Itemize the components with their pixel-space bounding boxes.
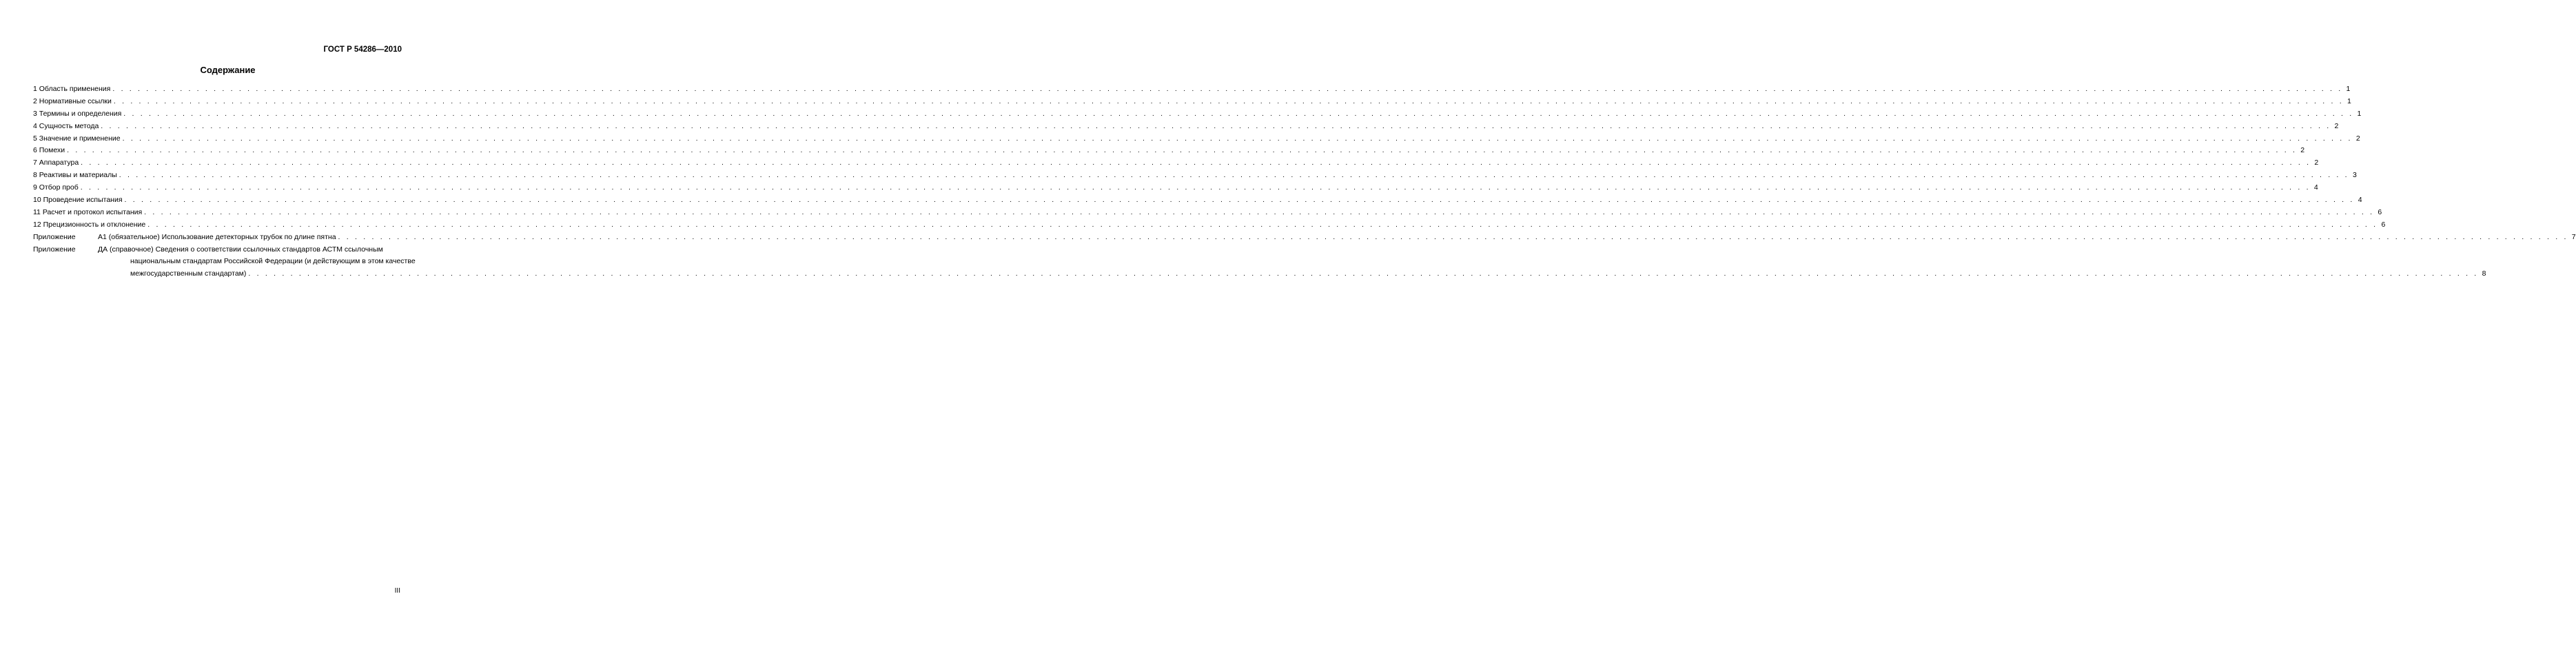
dot-leader [101, 122, 2331, 130]
dot-leader [114, 97, 2344, 105]
toc-entry[interactable] [33, 183, 2318, 196]
toc-entry-label: 12 Прецизионность и отклонение [33, 220, 146, 229]
dot-leader [123, 134, 2353, 143]
appendix-title: А1 (обязательное) Использование детекторных трубок по длине пятна [98, 232, 336, 241]
toc-entry-label: 10 Проведение испытания [33, 196, 123, 205]
toc-entry-page: 4 [2358, 196, 2362, 205]
toc-entry[interactable] [33, 158, 2319, 171]
appendix-title-line: ДА (справочное) Сведения о соответствии ссылочных стандартов АСТМ ссылочным [98, 245, 383, 254]
toc-entry-page: 1 [2346, 85, 2351, 93]
toc-entry-label: 11 Расчет и протокол испытания [33, 207, 143, 216]
toc-entry-page: 4 [2313, 183, 2318, 192]
toc-entry-page: 1 [2357, 109, 2362, 118]
toc-entry[interactable] [33, 171, 2357, 183]
appendix-prefix: Приложение [33, 232, 76, 241]
dot-leader [81, 158, 2311, 167]
appendix-title-line: межгосударственным стандартам) [130, 269, 247, 278]
toc-entry-page: 2 [2314, 158, 2319, 167]
toc-entry[interactable] [33, 146, 2305, 158]
dot-leader [123, 110, 2353, 118]
dot-leader [248, 269, 2478, 278]
toc-entry[interactable] [33, 196, 2362, 208]
table-of-contents [33, 85, 2576, 282]
toc-entry-label: 9 Отбор проб [33, 183, 79, 192]
dot-leader [112, 85, 2342, 93]
toc-entry-label: 6 Помехи [33, 146, 65, 155]
appendix-title-line: национальным стандартам Российской Федерации (и действующим в этом качестве [130, 257, 416, 266]
dot-leader [144, 208, 2374, 216]
appendix-prefix: Приложение [33, 245, 76, 254]
dot-leader [147, 221, 2378, 229]
toc-appendix-a1[interactable] [33, 232, 2576, 245]
toc-entry[interactable] [33, 207, 2382, 221]
toc-entry-label: 4 Сущность метода [33, 121, 99, 130]
toc-entry-label: 1 Область применения [33, 85, 111, 93]
toc-entry[interactable] [33, 220, 2386, 233]
toc-entry-label: 2 Нормативные ссылки [33, 96, 112, 105]
dot-leader [338, 233, 2568, 241]
toc-entry-page: 1 [2347, 96, 2351, 105]
toc-entry-label: 8 Реактивы и материалы [33, 171, 117, 180]
toc-entry-page: 3 [2352, 171, 2357, 180]
toc-entry[interactable] [33, 109, 2362, 122]
toc-entry-label: 7 Аппаратура [33, 158, 79, 167]
toc-entry[interactable] [33, 134, 2360, 147]
dot-leader [81, 183, 2311, 192]
page-number: III [394, 587, 400, 595]
toc-entry[interactable] [33, 96, 2351, 110]
toc-entry-page: 6 [2378, 207, 2382, 216]
toc-entry[interactable] [33, 85, 2351, 97]
toc-entry-page: 2 [2334, 121, 2339, 130]
toc-entry-page: 7 [2571, 232, 2576, 241]
toc-entry-page: 6 [2381, 220, 2386, 229]
toc-entry[interactable] [33, 121, 2339, 134]
toc-entry-page: 8 [2482, 269, 2486, 278]
dot-leader [119, 171, 2349, 179]
toc-entry-page: 2 [2300, 146, 2305, 155]
dot-leader [125, 196, 2355, 204]
toc-title: Содержание [200, 65, 256, 75]
toc-appendix-da[interactable] [33, 245, 2486, 283]
dot-leader [67, 146, 2297, 154]
toc-entry-label: 3 Термины и определения [33, 109, 122, 118]
document-code: ГОСТ Р 54286—2010 [323, 45, 402, 54]
toc-entry-label: 5 Значение и применение [33, 134, 121, 143]
toc-entry-page: 2 [2355, 134, 2360, 143]
